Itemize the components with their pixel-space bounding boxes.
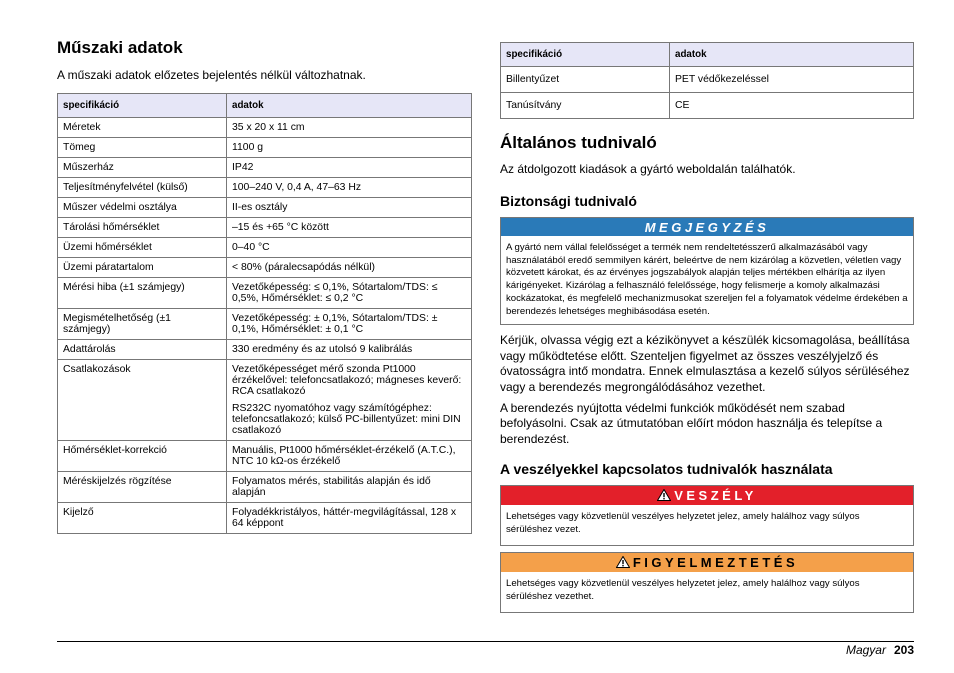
spec-cell: Megismételhetőség (±1 számjegy) [58,309,227,340]
warning-triangle-icon [657,489,671,504]
specs-title: Műszaki adatok [57,38,183,57]
warning-label: FIGYELMEZTETÉS [632,555,799,571]
data-cell-text: IP42 [232,162,254,173]
danger-box [500,485,914,546]
column-header-data: adatok [670,43,914,67]
data-cell [227,340,472,360]
danger-header [501,486,913,505]
danger-text: Lehetséges vagy közvetlenül veszélyes helyzetet jelez, amely halálhoz vagy súlyos sérüléshez vezet. [506,511,860,536]
danger-label: VESZÉLY [674,488,757,504]
footer-divider [57,641,914,642]
data-cell-text: 35 x 20 x 11 cm [232,122,305,133]
spec-cell: Tanúsítvány [501,93,670,119]
spec-cell: Billentyűzet [501,67,670,93]
spec-cell: Adattárolás [58,340,227,360]
table-header-row [501,43,914,67]
spec-cell: Tárolási hőmérséklet [58,218,227,238]
warning-header [501,553,913,572]
column-header-data: adatok [227,94,472,118]
spec-cell: Hőmérséklet-korrekció [58,441,227,472]
spec-cell: Üzemi hőmérséklet [58,238,227,258]
data-cell-text: 330 eredmény és az utolsó 9 kalibrálás [232,344,413,355]
table-row [501,93,914,119]
table-row [58,258,472,278]
data-cell-text: Vezetőképesség: ± 0,1%, Sótartalom/TDS: ± 0,1%, Hőmérséklet: ± 0,1 °C [232,313,438,335]
table-row [58,158,472,178]
general-info-title: Általános tudnivaló [500,133,657,152]
column-header-spec: specifikáció [58,94,227,118]
table-row [58,309,472,340]
spec-cell: Üzemi páratartalom [58,258,227,278]
table-row [58,360,472,441]
specs-table-body [58,118,472,534]
table-row [58,340,472,360]
data-cell-text: Folyamatos mérés, stabilitás alapján és idő alapján [232,476,431,498]
table-header-row [58,94,472,118]
data-cell [227,238,472,258]
hazard-info-title: A veszélyekkel kapcsolatos tudnivalók használata [500,461,833,478]
table-row [58,441,472,472]
footer-language: Magyar [845,643,886,657]
spec-cell: Méréskijelzés rögzítése [58,472,227,503]
data-cell [227,360,472,441]
note-text: A gyártó nem vállal felelősséget a termék nem rendeltetésszerű alkalmazásából vagy használatából eredő semmilyen kárért, beleértve de nem kizárólag a közvetlen, véletlen vagy közvetett károkat, és az érvényes jogszabályok alapján teljes mértékben elhárítja az ilyen kárigényeket. Kizárólag a felhasználó felelőssége, hogy felismerje a komoly alkalmazási kockázatokat, és megfelelő mechanizmusokat szereljen fel a folyamatok védelme érdekében a berendezés lehetséges meghibásodása esetén. [506,241,908,318]
data-cell [227,472,472,503]
page-footer [846,643,914,657]
specs-table [57,93,472,534]
safety-paragraph-1: Kérjük, olvassa végig ezt a kézikönyvet a készülék kicsomagolása, beállítása vagy működtetése előtt. Szenteljen figyelmet az összes veszélyjelző és óvatosságra intő mondatra. Ennek elmulasztása a kezelő súlyos sérüléséhez vagy a berendezés megrongálódásához vezethet. [500,333,910,394]
data-cell [227,309,472,340]
spec-cell: Kijelző [58,503,227,534]
data-cell-text: 1100 g [232,142,264,153]
page-number: 203 [893,643,914,657]
table-row [501,67,914,93]
note-box [500,217,914,326]
spec-cell: Mérési hiba (±1 számjegy) [58,278,227,309]
data-cell-text: Folyadékkristályos, háttér-megvilágítással, 128 x 64 képpont [232,507,457,529]
left-column [57,38,472,534]
data-cell-text: Manuális, Pt1000 hőmérséklet-érzékelő (A.T.C.), NTC 10 kΩ-os érzékelő [232,445,456,467]
data-cell-text: Vezetőképességet mérő szonda Pt1000 érzékelővel: telefoncsatlakozó; mágneses keverő: RCA csatlakozó [232,364,462,397]
data-cell [227,441,472,472]
data-cell [227,138,472,158]
data-cell [227,178,472,198]
warning-triangle-icon [616,556,630,571]
data-cell [227,258,472,278]
specs-table-continued [500,42,914,119]
spec-cell: Tömeg [58,138,227,158]
data-cell-text: II-es osztály [232,202,288,213]
data-cell [227,278,472,309]
spec-cell: Méretek [58,118,227,138]
table-row [58,218,472,238]
specs-intro: A műszaki adatok előzetes bejelentés nélkül változhatnak. [57,68,366,82]
note-label: MEGJEGYZÉS [501,218,913,236]
spec-cell: Csatlakozások [58,360,227,441]
data-cell [227,158,472,178]
data-cell-text: –15 és +65 °C között [232,222,329,233]
general-info-text: Az átdolgozott kiadások a gyártó weboldalán találhatók. [500,162,796,176]
data-cell: PET védőkezeléssel [670,67,914,93]
table-row [58,238,472,258]
spec-cell: Teljesítményfelvétel (külső) [58,178,227,198]
table-row [58,118,472,138]
right-column [500,42,914,621]
table-row [58,198,472,218]
data-cell-text: 100–240 V, 0,4 A, 47–63 Hz [232,182,362,193]
spec-cell: Műszer védelmi osztálya [58,198,227,218]
data-cell [227,503,472,534]
data-cell [227,118,472,138]
table-row [58,472,472,503]
data-cell: CE [670,93,914,119]
table-row [58,278,472,309]
safety-paragraph-2: A berendezés nyújtotta védelmi funkciók működését nem szabad befolyásolni. Csak az útmutatóban előírt módon használja és telepítse a berendezést. [500,400,883,446]
data-cell-text: Vezetőképesség: ≤ 0,1%, Sótartalom/TDS: ≤ 0,5%, Hőmérséklet: ≤ 0,2 °C [232,282,438,304]
data-cell [227,218,472,238]
data-cell-text: 0–40 °C [232,242,270,253]
warning-box [500,552,914,613]
column-header-spec: specifikáció [501,43,670,67]
table-row [58,138,472,158]
spec-cell: Műszerház [58,158,227,178]
table-row [58,178,472,198]
data-cell-text: RS232C nyomatóhoz vagy számítógéphez: telefoncsatlakozó; külső PC-billentyűzet: mini DIN csatlakozó [232,403,461,436]
safety-info-title: Biztonsági tudnivaló [500,192,637,209]
data-cell-text: < 80% (páralecsapódás nélkül) [232,262,375,273]
warning-text: Lehetséges vagy közvetlenül veszélyes helyzetet jelez, amely halálhoz vagy súlyos sérüléshez vezethet. [506,578,860,603]
data-cell [227,198,472,218]
table-row [58,503,472,534]
